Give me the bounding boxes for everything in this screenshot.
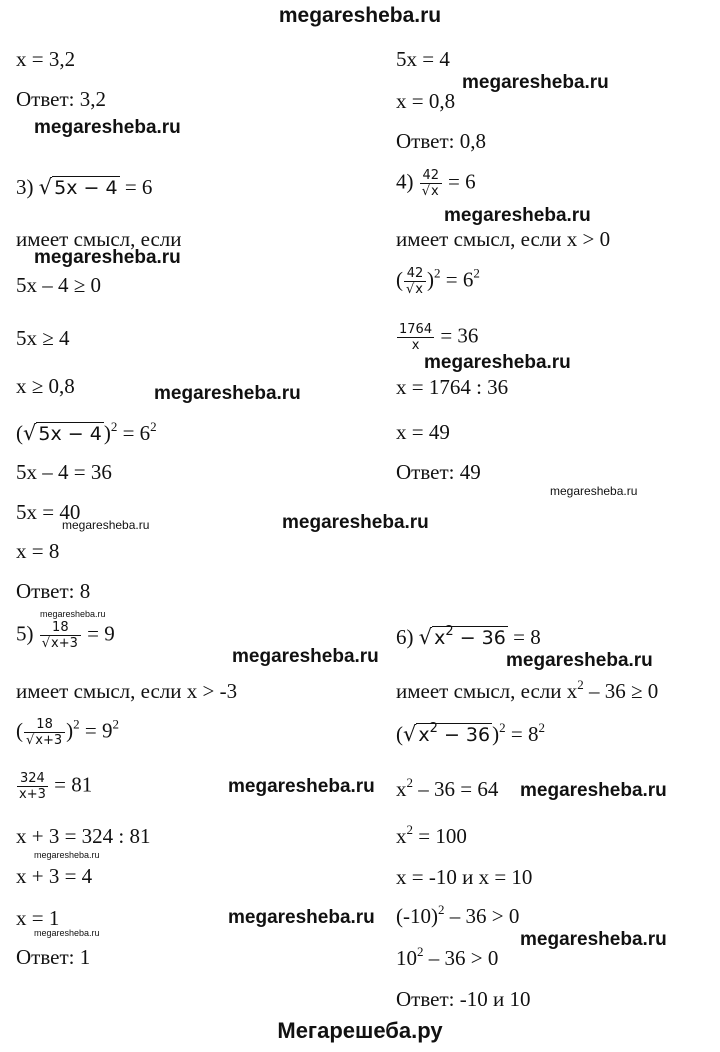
problem-3-sq-rhs: = 6	[117, 421, 151, 445]
sqrt-symbol: √	[418, 625, 433, 649]
problem-4-equation	[396, 168, 476, 199]
paren-open: (	[396, 722, 403, 746]
text: x	[396, 777, 407, 801]
radicand: x	[415, 282, 423, 297]
watermark: megaresheba.ru	[444, 205, 591, 226]
watermark: megaresheba.ru	[228, 907, 375, 928]
watermark: megaresheba.ru	[232, 646, 379, 667]
exponent: 2	[110, 419, 118, 434]
problem-4-line-5: x = 49	[396, 420, 450, 444]
right-answer-0-8: Ответ: 0,8	[396, 129, 486, 153]
problem-5-fraction-rhs: = 81	[48, 772, 93, 797]
problem-6-line-5: x = -10 и x = 10	[396, 865, 533, 889]
radicand-base: x	[418, 724, 430, 746]
radicand: x+3	[51, 636, 78, 651]
right-line-x-0-8: x = 0,8	[396, 89, 456, 113]
watermark: megaresheba.ru	[34, 928, 100, 938]
problem-4-fraction-eq	[396, 322, 478, 353]
problem-3-inequality-3: x ≥ 0,8	[16, 374, 75, 398]
problem-5-condition: имеет смысл, если x > -3	[16, 679, 238, 703]
sqrt-symbol: √	[403, 722, 417, 746]
problem-6-rhs: = 8	[507, 625, 541, 649]
exponent: 2	[538, 720, 545, 735]
watermark: megaresheba.ru	[282, 512, 429, 533]
problem-4-label: 4)	[396, 169, 419, 194]
problem-3-sq-radicand: 5x − 4	[38, 423, 102, 445]
problem-3-inequality-1: 5x – 4 ≥ 0	[16, 273, 102, 297]
problem-5-line-4: x + 3 = 324 : 81	[16, 824, 151, 848]
problem-4-answer: Ответ: 49	[396, 460, 481, 484]
watermark: megaresheba.ru	[520, 929, 667, 950]
problem-6-answer: Ответ: -10 и 10	[396, 987, 531, 1011]
exponent: 2	[429, 721, 438, 736]
problem-3-label: 3)	[16, 175, 39, 199]
radicand-rest: − 36	[453, 627, 506, 649]
problem-3-line-6: 5x – 4 = 36	[16, 460, 112, 484]
problem-4-squared	[396, 266, 480, 297]
problem-6-label: 6)	[396, 625, 419, 649]
fraction-denominator: √x	[421, 184, 439, 199]
fraction-numerator: 42	[404, 266, 426, 282]
problem-5-fraction	[40, 620, 81, 651]
exponent: 2	[406, 822, 413, 837]
problem-6-radicand	[432, 626, 508, 649]
text: = 100	[413, 824, 467, 848]
problem-4-rhs: = 6	[442, 169, 476, 194]
problem-5-line-5: x + 3 = 4	[16, 864, 93, 888]
fraction-denominator: √x+3	[41, 636, 78, 651]
text: (-10)	[396, 904, 438, 928]
problem-6-equation	[396, 624, 541, 651]
sqrt-symbol: √	[23, 421, 37, 445]
problem-6-line-4	[396, 823, 467, 849]
exponent: 2	[417, 944, 424, 959]
exponent: 2	[150, 419, 157, 434]
header-site-title: megaresheba.ru	[278, 4, 442, 27]
paren-open: (	[16, 718, 23, 743]
problem-4-sq-rhs: = 6	[440, 267, 474, 292]
problem-4-line-4: x = 1764 : 36	[396, 375, 509, 399]
problem-6-sq-radicand	[416, 723, 492, 746]
problem-3-line-8: x = 8	[16, 539, 60, 563]
problem-6-line-7	[396, 945, 498, 971]
problem-4-sq-fraction	[404, 266, 426, 297]
radicand: x+3	[35, 733, 63, 748]
exponent: 2	[473, 265, 480, 281]
exponent: 2	[112, 716, 119, 732]
problem-5-label: 5)	[16, 621, 39, 646]
sqrt-symbol: √	[38, 175, 53, 199]
text: – 36 > 0	[444, 904, 520, 928]
fraction-denominator: x	[411, 338, 420, 353]
fraction-numerator: 324	[17, 771, 48, 787]
watermark: megaresheba.ru	[34, 247, 181, 268]
problem-4-fraction	[420, 168, 442, 199]
problem-3-condition-text: имеет смысл, если	[16, 227, 182, 251]
problem-3-inequality-2: 5x ≥ 4	[16, 326, 70, 350]
problem-4-fraction-1764	[397, 322, 434, 353]
watermark: megaresheba.ru	[154, 383, 301, 404]
paren-close: )	[103, 421, 111, 445]
problem-6-sq-rhs: = 8	[505, 722, 539, 746]
problem-3-rhs: = 6	[119, 175, 153, 199]
problem-6-line-6	[396, 903, 519, 929]
problem-3-answer: Ответ: 8	[16, 579, 91, 603]
watermark: megaresheba.ru	[520, 780, 667, 801]
text: имеет смысл, если x	[396, 679, 578, 703]
footer-site-title: Мегарешеба.ру	[277, 1018, 443, 1043]
text: x	[396, 824, 407, 848]
watermark: megaresheba.ru	[424, 352, 571, 373]
problem-3-equation	[16, 174, 152, 201]
problem-5-equation	[16, 620, 115, 651]
problem-3-radicand: 5x − 4	[54, 177, 118, 199]
watermark: megaresheba.ru	[62, 518, 150, 532]
fraction-denominator: √x	[406, 282, 423, 297]
right-line-5x-4: 5x = 4	[396, 47, 450, 71]
fraction-denominator: √x+3	[26, 733, 63, 748]
fraction-numerator: 42	[420, 168, 442, 184]
fraction-numerator: 18	[40, 620, 81, 636]
text: 10	[396, 946, 417, 970]
problem-4-condition: имеет смысл, если x > 0	[396, 227, 611, 251]
fraction-numerator: 18	[24, 717, 65, 733]
watermark: megaresheba.ru	[34, 850, 100, 860]
problem-6-squared	[396, 721, 545, 748]
exponent: 2	[445, 624, 454, 639]
watermark: megaresheba.ru	[228, 776, 375, 797]
problem-6-condition	[396, 678, 658, 704]
watermark: megaresheba.ru	[34, 117, 181, 138]
watermark: megaresheba.ru	[40, 609, 106, 619]
problem-5-fraction-eq	[16, 771, 92, 802]
problem-3-squared	[16, 420, 157, 447]
problem-5-rhs: = 9	[81, 621, 115, 646]
problem-5-squared	[16, 717, 119, 748]
paren-open: (	[16, 421, 23, 445]
problem-5-sq-rhs: = 9	[79, 718, 113, 743]
exponent: 2	[437, 902, 445, 917]
problem-6-line-3	[396, 776, 498, 802]
text: – 36 ≥ 0	[583, 679, 659, 703]
radicand-base: x	[434, 627, 446, 649]
problem-5-sq-fraction	[24, 717, 65, 748]
fraction-denominator: x+3	[19, 787, 46, 802]
exponent: 2	[406, 775, 413, 790]
paren-close: )	[427, 267, 434, 292]
exponent: 2	[73, 716, 80, 732]
radicand: x	[431, 184, 439, 199]
watermark: megaresheba.ru	[506, 650, 653, 671]
text: – 36 = 64	[413, 777, 499, 801]
fraction-numerator: 1764	[399, 322, 433, 337]
paren-close: )	[492, 722, 500, 746]
radicand-rest: − 36	[437, 724, 491, 746]
exponent: 2	[499, 720, 506, 735]
watermark: megaresheba.ru	[550, 484, 638, 498]
problem-3-line-7: 5x = 40	[16, 500, 81, 524]
exponent: 2	[434, 265, 441, 281]
left-answer-3-2: Ответ: 3,2	[16, 87, 106, 111]
paren-close: )	[66, 718, 74, 743]
paren-open: (	[396, 267, 403, 292]
problem-4-fraction-rhs: = 36	[435, 323, 479, 348]
watermark: megaresheba.ru	[462, 72, 609, 93]
problem-5-answer: Ответ: 1	[16, 945, 91, 969]
problem-5-fraction-324	[17, 771, 48, 802]
left-line-x-3-2: x = 3,2	[16, 47, 76, 71]
problem-5-line-6: x = 1	[16, 906, 60, 930]
text: – 36 > 0	[423, 946, 499, 970]
exponent: 2	[577, 677, 584, 692]
